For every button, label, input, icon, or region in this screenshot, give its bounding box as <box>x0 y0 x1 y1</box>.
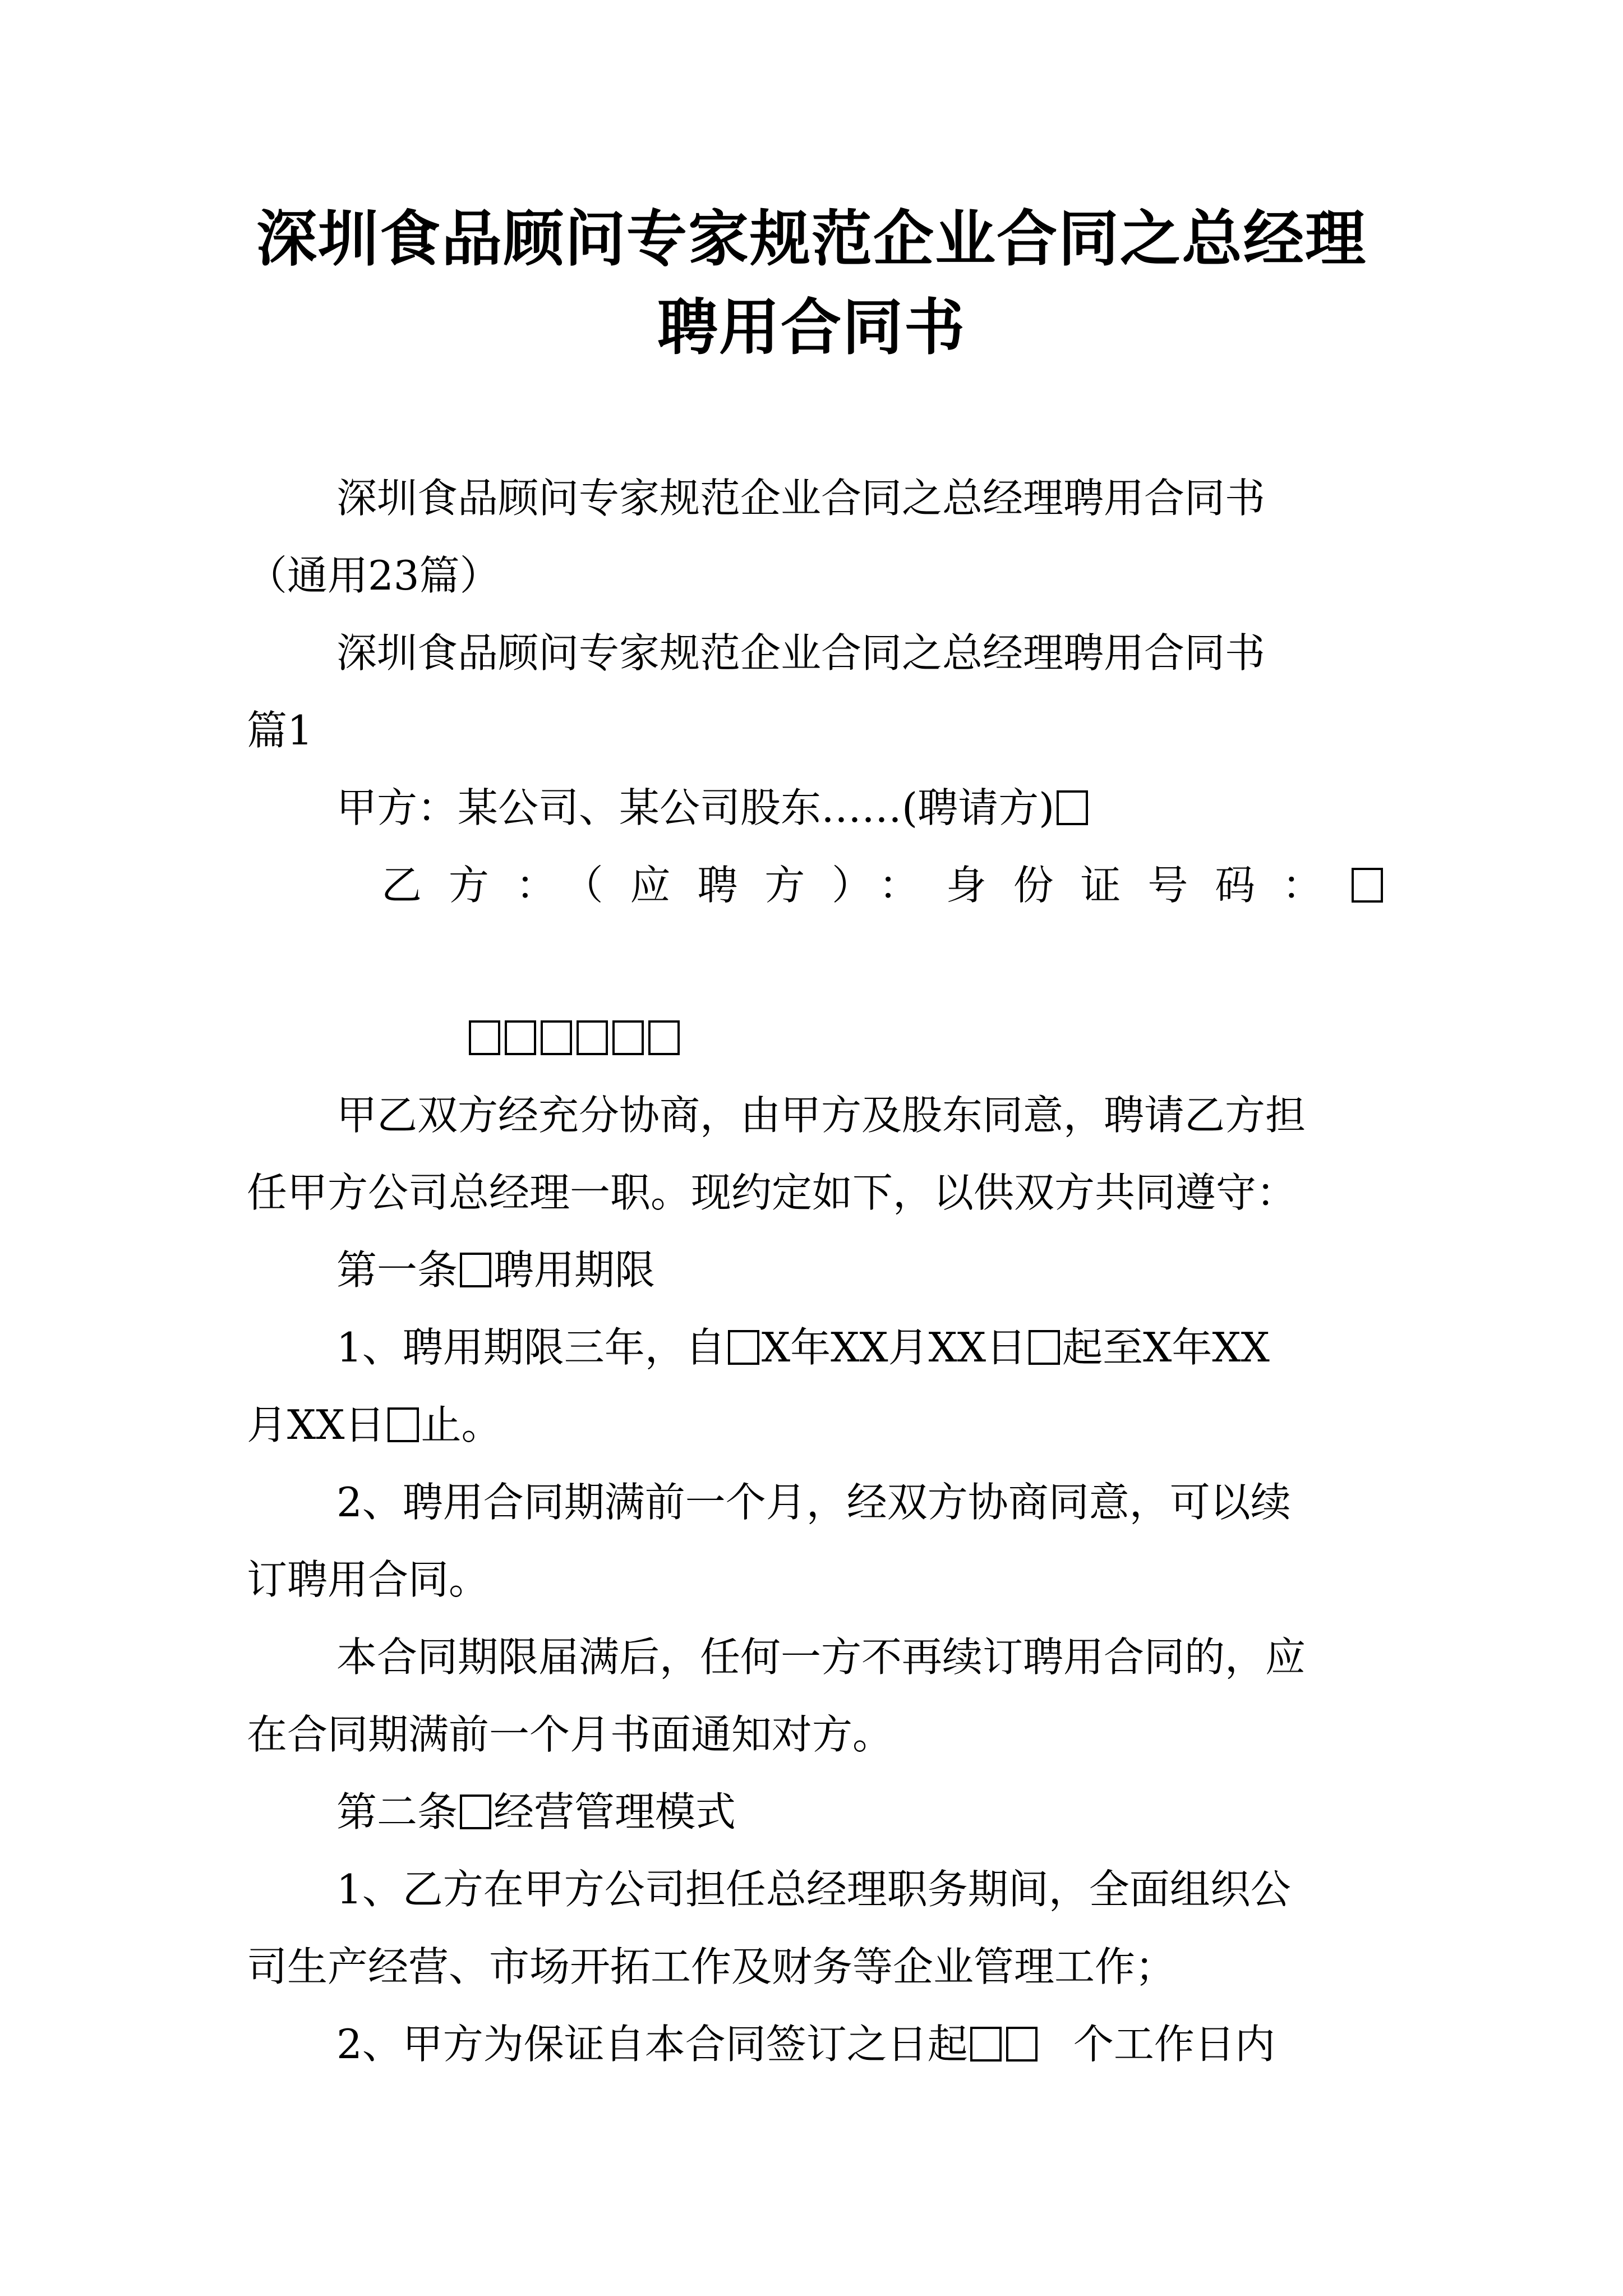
management-line-2: 司生产经营、市场开拓工作及财务等企业管理工作； <box>247 1943 1176 1990</box>
term-text-a: 1、聘用期限三年，自 <box>336 1324 726 1371</box>
blank-box <box>648 1020 680 1055</box>
blank-box <box>1057 790 1088 825</box>
blank-box-row <box>467 1010 682 1066</box>
blank-box <box>970 2027 1002 2062</box>
term-end-date: 月XX日 <box>247 1401 385 1448</box>
renew-line-2: 订聘用合同。 <box>247 1556 490 1603</box>
guarantee-text-b: 个工作日内 <box>1073 2021 1275 2068</box>
blank-box <box>577 1020 608 1055</box>
blank-box <box>1006 2027 1038 2062</box>
document-title-line-1: 深圳食品顾问专家规范企业合同之总经理 <box>256 204 1367 274</box>
notice-line-1: 本合同期限届满后，任何一方不再续订聘用合同的，应 <box>336 1634 1306 1681</box>
consult-line-1: 甲乙双方经充分协商，由甲方及股东同意，聘请乙方担 <box>336 1092 1306 1139</box>
blank-box <box>388 1407 419 1442</box>
article-1-heading <box>336 1242 655 1298</box>
article-2-heading <box>336 1784 736 1840</box>
management-line-1: 1、乙方在甲方公司担任总经理职务期间，全面组织公 <box>336 1866 1291 1913</box>
party-a-line <box>336 780 1090 836</box>
blank-box <box>460 1795 491 1829</box>
blank-box <box>469 1020 500 1055</box>
term-text-e: 止。 <box>421 1401 502 1448</box>
blank-box <box>1029 1330 1060 1365</box>
blank-box <box>460 1253 491 1287</box>
term-line-1 <box>336 1319 1270 1375</box>
article-1-title: 聘用期限 <box>494 1246 656 1294</box>
intro-line-1: 深圳食品顾问专家规范企业合同之总经理聘用合同书 <box>336 475 1266 522</box>
chapter-heading-line-1: 深圳食品顾问专家规范企业合同之总经理聘用合同书 <box>336 629 1266 677</box>
chapter-heading-line-2: 篇1 <box>247 707 313 754</box>
party-a-text: 甲方：某公司、某公司股东……(聘请方) <box>336 784 1055 831</box>
document-title-line-2: 聘用合同书 <box>657 293 966 363</box>
term-line-2 <box>247 1397 502 1453</box>
article-2-number: 第二条 <box>336 1788 458 1835</box>
renew-line-1: 2、聘用合同期满前一个月，经双方协商同意，可以续 <box>336 1479 1291 1526</box>
blank-box <box>728 1330 759 1365</box>
notice-line-2: 在合同期满前一个月书面通知对方。 <box>247 1711 893 1758</box>
term-text-c: 起至X年XX <box>1062 1324 1270 1371</box>
article-1-number: 第一条 <box>336 1246 458 1294</box>
guarantee-line <box>336 2016 1275 2072</box>
party-b-line <box>381 857 1385 913</box>
guarantee-text-a: 2、甲方为保证自本合同签订之日起 <box>336 2021 968 2068</box>
term-start-date: X年XX月XX日 <box>761 1324 1027 1371</box>
blank-box <box>612 1020 644 1055</box>
blank-box <box>541 1020 572 1055</box>
blank-box <box>505 1020 536 1055</box>
article-2-title: 经营管理模式 <box>494 1788 736 1835</box>
blank-box <box>1352 868 1383 903</box>
consult-line-2: 任甲方公司总经理一职。现约定如下，以供双方共同遵守： <box>247 1169 1297 1216</box>
intro-line-2: （通用23篇） <box>247 552 500 599</box>
party-b-text: 乙方：（应聘方）：身份证号码： <box>381 862 1349 909</box>
